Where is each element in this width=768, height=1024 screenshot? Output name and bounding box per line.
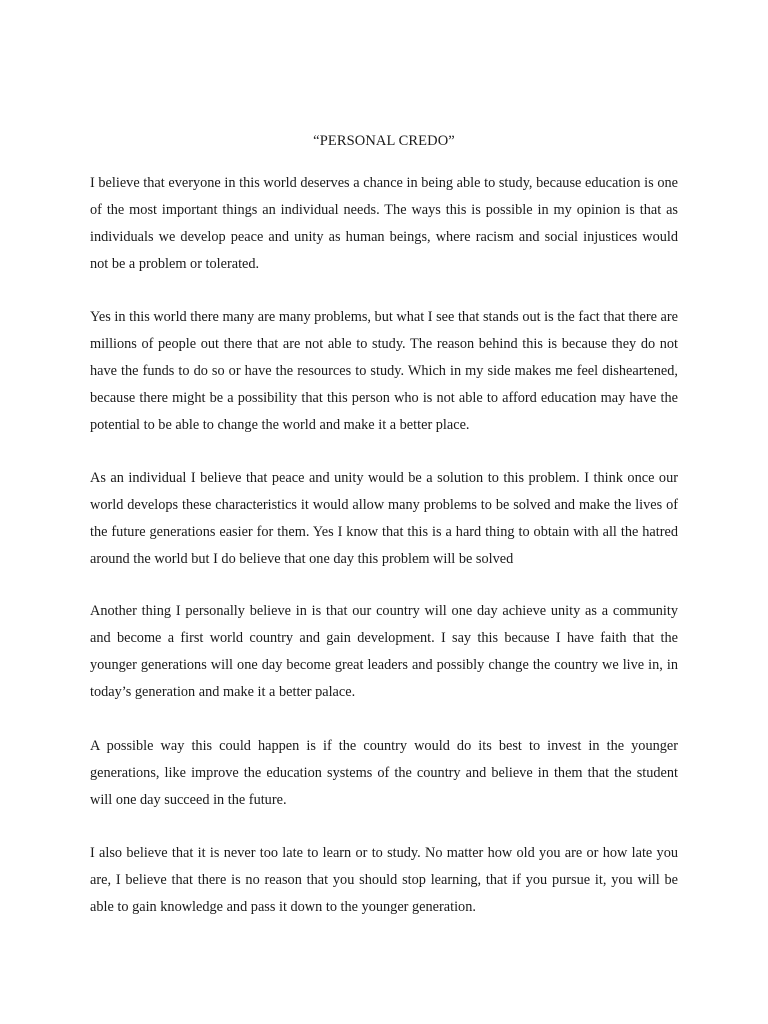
paragraph-3: As an individual I believe that peace and unity would be a solution to this problem. I think once our world develops these characteristics it would allow many problems to be solved and make the lives of the future generations easier for them. Yes I know that this is a hard thing to obtain with all the hatred around the world but I do believe that one day this problem will be solved: [90, 470, 678, 567]
paragraph-2: Yes in this world there many are many problems, but what I see that stands out is the fact that there are millions of people out there that are not able to study. The reason behind this is because they do not have the funds to do so or have the resources to study. Which in my side makes me feel disheartened, because there might be a possibility that this person who is not able to afford education may have the potential to be able to change the world and make it a better place.: [90, 309, 678, 433]
paragraph-5: A possible way this could happen is if the country would do its best to invest in the younger generations, like improve the education systems of the country and believe in them that the student will one day succeed in the future.: [90, 738, 678, 808]
document-title: “PERSONAL CREDO”: [313, 133, 455, 149]
paragraph-4: Another thing I personally believe in is that our country will one day achieve unity as a community and become a first world country and gain development. I say this because I have faith that the younger generations will one day become great leaders and possibly change the country we live in, in today’s generation and make it a better palace.: [90, 603, 678, 700]
paragraph-1: I believe that everyone in this world deserves a chance in being able to study, because education is one of the most important things an individual needs. The ways this is possible in my opinion is that as individuals we develop peace and unity as human beings, where racism and social injustices would not be a problem or tolerated.: [90, 175, 678, 272]
paragraph-6: I also believe that it is never too late to learn or to study. No matter how old you are or how late you are, I believe that there is no reason that you should stop learning, that if you pursue it, you will be able to gain knowledge and pass it down to the younger generation.: [90, 845, 678, 915]
